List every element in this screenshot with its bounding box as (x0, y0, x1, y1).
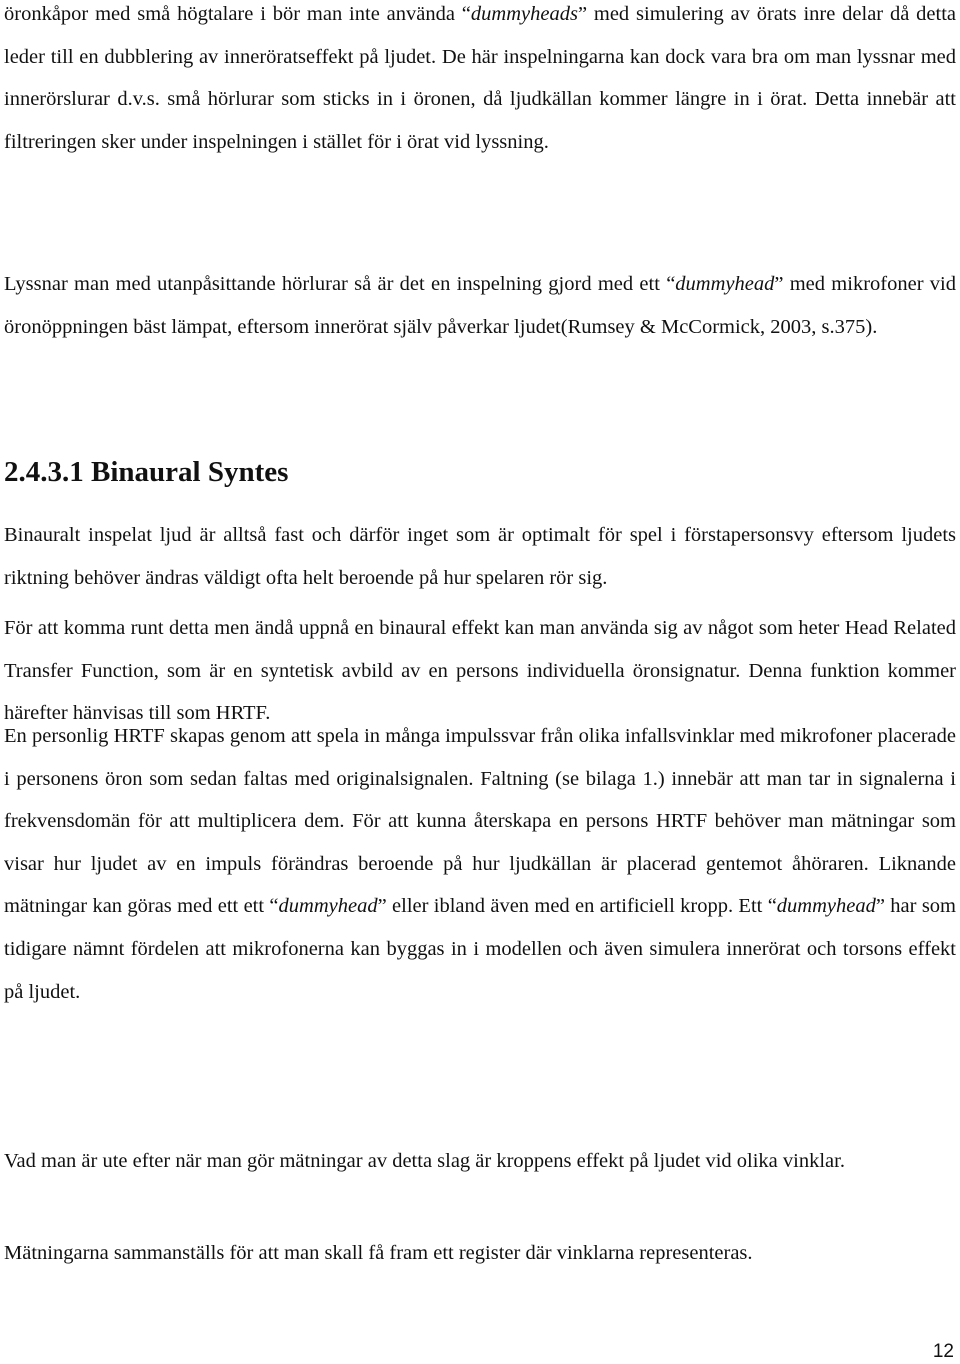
section-heading: 2.4.3.1 Binaural Syntes (4, 456, 289, 488)
paragraph-text: med simulering av örats inre delar då detta leder till en dubblering av inneröratseffekt på ljudet. De här inspelningarna kan dock vara bra om man lyssnar med innerörslurar d.v.s. små hörlurar som sticks in i öronen, då ljudkällan kommer längre in i örat. Detta innebär att filtreringen sker under inspelningen i stället för i örat vid lyssning. (4, 3, 956, 153)
paragraph-intro: öronkåpor med små högtalare i bör man inte använda “dummyheads” med simulering av örats inre delar då detta leder till en dubblering av inneröratseffekt på ljudet. De här inspelningarna kan dock vara bra om man lyssnar med innerörslurar d.v.s. små hörlurar som sticks in i öronen, då ljudkällan kommer längre in i örat. Detta innebär att filtreringen sker under inspelningen i stället för i örat vid lyssning. (4, 3, 956, 153)
paragraph-hrtf-detail: En personlig HRTF skapas genom att spela in många impulssvar från olika infallsvinklar med mikrofoner placerade i personens öron som sedan faltas med originalsignalen. Faltning (se bilaga 1.) innebär att man tar in signalerna i frekvensdomän för att multiplicera dem. För att kunna återskapa en persons HRTF behöver man mätningar som visar hur ljudet av en impuls förändras beroende på hur ljudkällan är placerad gentemot åhöraren. Liknande mätningar kan göras med ett ett “dummyhead” eller ibland även med en artificiell kropp. Ett “dummyhead” har som tidigare nämnt fördelen att mikrofonerna kan byggas in i modellen och även simulera innerörat och torsons effekt på ljudet. (4, 725, 956, 1003)
paragraph-text: eller ibland även med en artificiell kropp. Ett (386, 895, 768, 918)
paragraph-measurements: Vad man är ute efter när man gör mätningar av detta slag är kroppens effekt på ljudet vid olika vinklar. (4, 1150, 845, 1172)
italic-term: dummyheads (470, 3, 578, 25)
paragraph-text: har som tidigare nämnt fördelen att mikrofonerna kan byggas in i modellen och även simulera innerörat och torsons effekt på ljudet. (4, 895, 956, 1003)
paragraph-binaural: Binauralt inspelat ljud är alltså fast och därför inget som är optimalt för spel i förstapersonsvy eftersom ljudets riktning behöver ändras väldigt ofta helt beroende på hur spelaren rör sig. (4, 524, 956, 589)
paragraph-register: Mätningarna sammanställs för att man skall få fram ett register där vinklarna representeras. (4, 1242, 753, 1264)
italic-term: dummyhead (776, 895, 876, 918)
page-number: 12 (932, 1341, 954, 1362)
italic-term: dummyhead (278, 895, 378, 918)
paragraph-text: med mikrofoner vid öronöppningen bäst lämpat, eftersom innerörat själv påverkar ljudet(Rumsey & McCormick, 2003, s.375). (4, 273, 956, 338)
paragraph-hrtf-intro: För att komma runt detta men ändå uppnå en binaural effekt kan man använda sig av något som heter Head Related Transfer Function, som är en syntetisk avbild av en persons individuella öronsignatur. Denna funktion kommer härefter hänvisas till som HRTF. (4, 617, 956, 725)
paragraph-text: Lyssnar man med utanpåsittande hörlurar så är det en inspelning gjord med ett (4, 273, 667, 295)
paragraph-text: En personlig HRTF skapas genom att spela in många impulssvar från olika infallsvinklar med mikrofoner placerade i personens öron som sedan faltas med originalsignalen. Faltning (se bilaga 1.) innebär att man tar in signalerna i frekvensdomän för att multiplicera dem. För att kunna återskapa en persons HRTF behöver man mätningar som visar hur ljudet av en impuls förändras beroende på hur ljudkällan är placerad gentemot åhöraren. Liknande mätningar kan göras med ett ett (4, 725, 956, 918)
italic-term: dummyhead (675, 273, 775, 295)
paragraph-headphones: Lyssnar man med utanpåsittande hörlurar så är det en inspelning gjord med ett “dummyhead” med mikrofoner vid öronöppningen bäst lämpat, eftersom innerörat själv påverkar ljudet(Rumsey & McCormick, 2003, s.375). (4, 273, 956, 338)
paragraph-text: öronkåpor med små högtalare i bör man inte använda (4, 3, 462, 25)
